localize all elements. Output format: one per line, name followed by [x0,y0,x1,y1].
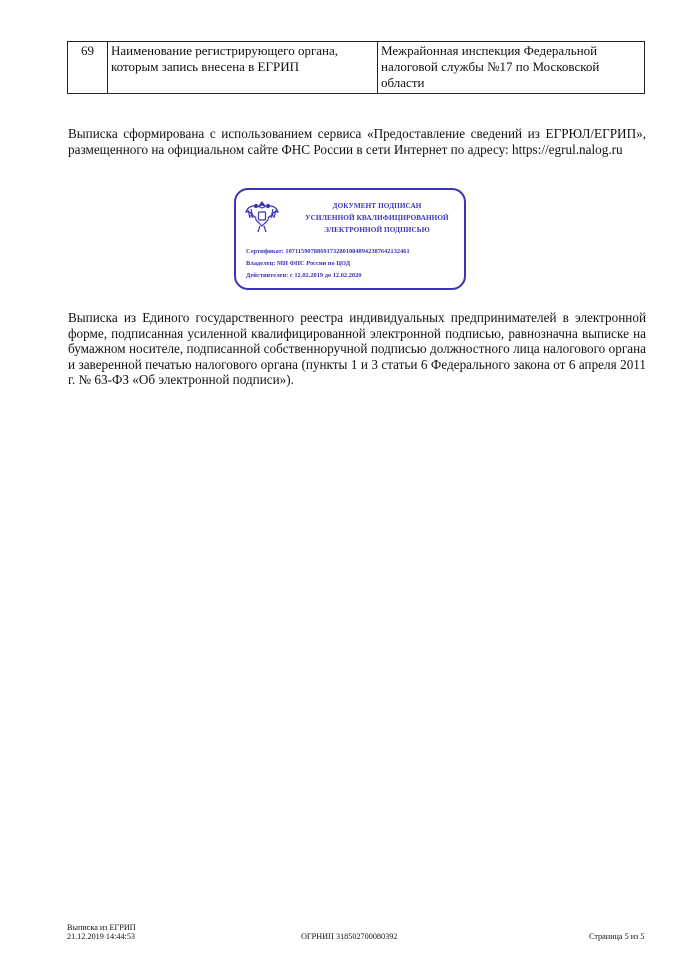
stamp-validity: Действителен: с 12.02.2019 до 12.02.2020 [246,272,362,279]
stamp-owner: Владелец: МИ ФНС России по ЦОД [246,260,351,267]
footer-ogrnip: ОГРНИП 318502700080392 [301,932,398,941]
e-signature-stamp [234,188,466,290]
field-name: Наименование регистрирующего органа, которым запись внесена в ЕГРИП [108,42,378,94]
footer-doc-name: Выписка из ЕГРИП [67,923,136,932]
service-note-paragraph: Выписка сформирована с использованием сервиса «Предоставление сведений из ЕГРЮЛ/ЕГРИП», размещенного на официальном сайте ФНС России в сети Интернет по адресу: https://egrul.nalog.ru [68,126,646,157]
footer-datetime: 21.12.2019 14:44:53 [67,932,136,941]
row-number: 69 [68,42,108,94]
legal-equivalence-paragraph: Выписка из Единого государственного реестра индивидуальных предпринимателей в электронной форме, подписанная усиленной квалифицированной электронной подписью, равнозначна выписке на бумажном носителе, подписанной собственноручной подписью должностного лица налогового органа и заверенной печатью налогового органа (пункты 1 и 3 статьи 6 Федерального закона от 6 апреля 2011 г. № 63-ФЗ «Об электронной подписи»). [68,310,646,388]
field-value: Межрайонная инспекция Федеральной налоговой службы №17 по Московской области [378,42,645,94]
russian-eagle-emblem-icon [242,196,282,236]
stamp-title: ДОКУМЕНТ ПОДПИСАН УСИЛЕННОЙ КВАЛИФИЦИРОВАННОЙ ЭЛЕКТРОННОЙ ПОДПИСЬЮ [305,202,449,234]
registry-table [67,41,645,94]
table-row [68,42,645,94]
footer-document-info [67,923,136,941]
footer-page-number: Страница 5 из 5 [589,932,645,941]
stamp-details [246,246,410,282]
stamp-certificate: Сертификат: 107115907886917328010848942387642132461 [246,248,410,255]
